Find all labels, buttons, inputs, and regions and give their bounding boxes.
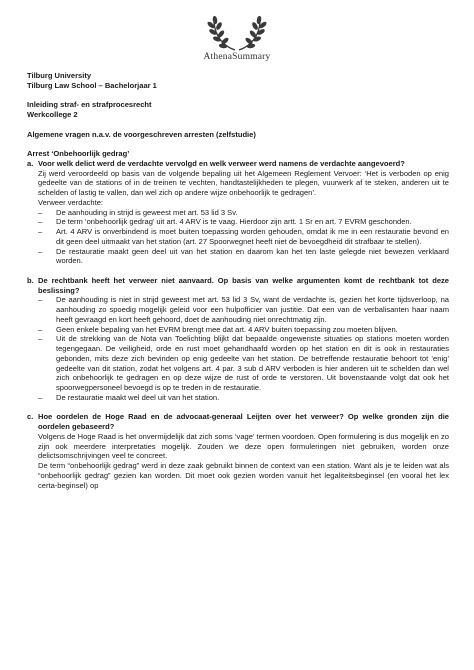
answer-list [27,208,449,267]
list-item: – Uit de strekking van de Nota van Toelichting blijkt dat bepaalde ongewenste situaties op stations moeten worden tegengegaan. De veiligheid, orde en rust moet gehandhaafd worden op het station en dit is ook in restauraties gebonden, mits deze zich bevinden op enig gedeelte van het station. De betreffende restauratie behoort tot ‘enig’ gedeelte van dit station, zodat het volgens art. 4 par. 3 sub d ARV verboden is hier anderen uit te schelden dan wel zich onbehoorlijk te gedragen en op deze wijze de rust of orde te verstoren. Uit bovenstaande volgt dat ook het spoorwegpersoneel bevoegd is op te treden in de restauratie. [38,334,449,393]
laurel-wreath-icon [205,6,269,54]
list-item: – Art. 4 ARV is onverbindend is moet buiten toepassing worden gehouden, omdat ik me in een restauratie bevond en dit geen deel uitmaakt van het station (art. 27 Spoorwegnet heeft niet de bevoegdheid dit strafbaar te stellen). [38,227,449,247]
question-label: b. [27,275,34,285]
answer-paragraph: Volgens de Hoge Raad is het onvermijdelijk dat zich soms ‘vage’ termen voordoen. Open formulering is dus mogelijk en zo zijn ook meerdere interpretaties mogelijk. Zouden we deze open formuleringen niet gebruiken, worden onze delictsomschrijvingen veel te concreet. [38,431,449,461]
question-text: De rechtbank heeft het verweer niet aanvaard. Op basis van welke argumenten komt de rechtbank tot deze beslissing? [38,275,449,295]
case-heading: Arrest ‘Onbehoorlijk gedrag’ [27,149,130,158]
question-c [27,412,449,432]
course-title: Inleiding straf- en strafprocesrecht [27,100,152,110]
question-text: Hoe oordelen de Hoge Raad en de advocaat-generaal Leijten over het verweer? Op welke gronden zijn die oordelen gebaseerd? [38,412,449,431]
list-item: – De restauratie maakt geen deel uit van het station en daarom kan het ten laste gelegde niet bewezen verklaard worden. [38,247,449,267]
university-line: Tilburg University [27,71,92,80]
logo-text: AthenaSummary [203,52,271,62]
list-item: – Geen enkele bepaling van het EVRM brengt mee dat art. 4 ARV buiten toepassing zou moeten blijven. [38,325,449,335]
list-item: – De restauratie maakt wel deel uit van het station. [38,393,449,403]
logo [200,6,274,64]
answer-list [27,295,449,402]
session-title: Werkcollege 2 [27,110,78,119]
question-label: c. [27,412,34,422]
document-body [27,71,449,490]
answer-paragraph: De term “onbehoorlijk gedrag” werd in deze zaak gebruikt binnen de context van een station. Want als je te leiden wat als “onbehoorlijk gedrag” gezien kan worden. Dit moet ook gezien worden vanuit het legaliteitsbeginsel (en vooral het lex certa-beginsel) op [38,461,449,490]
list-item: – De aanhouding is niet in strijd geweest met art. 53 lid 3 Sv, want de verdachte is, gezien het korte tijdsverloop, na aanhouding zo spoedig mogelijk geleid voor een hulpofficier van justitie. Dat een van de verbalisanten haar naam heeft gevraagd en kort heeft gehoord, doet de aanhouding niet onrechtmatig zijn. [38,295,449,324]
question-label: a. [27,158,34,168]
question-text: Voor welk delict werd de verdachte vervolgd en welk verweer werd namens de verdachte aangevoerd? [38,158,405,168]
topic-heading: Algemene vragen n.a.v. de voorgeschreven arresten (zelfstudie) [27,129,256,139]
school-line: Tilburg Law School – Bachelorjaar 1 [27,80,157,90]
answer-paragraph: Verweer verdachte: [38,197,104,207]
question-a [27,159,449,169]
question-b [27,276,449,296]
list-item: – De term ‘onbehoorlijk gedrag’ uit art. 4 ARV is te vaag. Hierdoor zijn artt. 1 Sr en art. 7 EVRM geschonden. [38,217,449,227]
answer-paragraph: Zij werd veroordeeld op basis van de volgende bepaling uit het Algemeen Reglement Vervoer: ‘Het is verboden op enig gedeelte van de stations of in de treinen te vechten, handtastelijkheden te plegen, vuurwerk af te steken, anderen uit te schelden of lastig te vallen, dan wel zich op andere wijze onbehoorlijk te gedragen’. [38,168,449,197]
list-item: – De aanhouding in strijd is geweest met art. 53 lid 3 Sv. [38,208,449,218]
